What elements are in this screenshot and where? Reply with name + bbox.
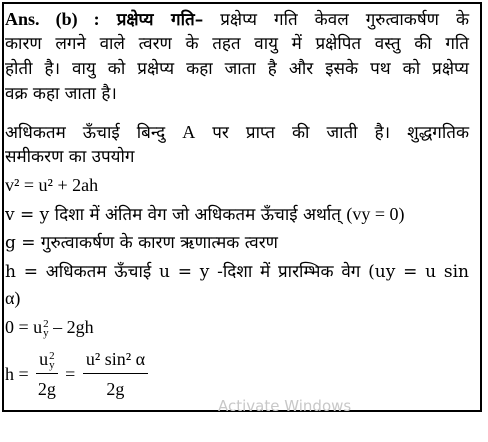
para1-line1: प्रक्षेप्य गति केवल गुरुत्वाकर्षण के <box>220 10 470 30</box>
para2-line2: समीकरण का उपयोग <box>5 147 135 167</box>
equation-g-definition: g = गुरुत्वाकर्षण के कारण ऋणात्मक त्वरण <box>5 233 278 253</box>
frac1-sub: y <box>49 358 55 371</box>
eq5-u: u <box>33 317 43 337</box>
para2-text-a: अधिकतम ऊँचाई बिन्दु <box>5 123 183 143</box>
para2-text-c: पर प्राप्त की जाती है। शुद्धगतिक <box>195 123 469 143</box>
frac1-u: u <box>39 349 49 369</box>
answer-heading: प्रक्षेप्य गति– <box>116 10 204 30</box>
activate-windows-watermark: Activate Windows <box>218 397 352 415</box>
equation-h-definition: h = अधिकतम ऊँचाई u = y -दिशा में प्रारम्भिक वेग (uy = u sin <box>5 262 469 282</box>
frac2-denominator: 2g <box>106 379 125 399</box>
point-a-label: A <box>182 122 196 142</box>
eq5-sup: 2 <box>43 317 49 330</box>
para1-line3: होती है। वायु को प्रक्षेप्य कहा जाता है और इसके पथ को प्रक्षेप्य <box>5 59 469 79</box>
equation-kinematic: v² = u² + 2ah <box>5 175 99 195</box>
para2-line1 <box>5 121 469 144</box>
eq6-equals: = <box>65 364 76 384</box>
v-definition-text: v = y दिशा में अंतिम वेग जो अधिकतम ऊँचाई अर्थात् <box>5 205 341 225</box>
frac1-denominator: 2g <box>37 379 56 399</box>
para1-line2: कारण लगने वाले त्वरण के तहत वायु में प्रक्षेपित वस्तु की गति <box>5 34 469 54</box>
para1-line4: वक्र कहा जाता है। <box>5 84 117 104</box>
answer-line-1 <box>5 8 469 31</box>
eq6-lhs: h = <box>5 364 29 384</box>
frac2-numerator: u² sin² α <box>83 346 148 374</box>
fraction-2 <box>83 346 148 402</box>
eq5-lhs: 0 = <box>5 317 29 337</box>
equation-v-definition <box>5 203 404 226</box>
fraction-1 <box>36 346 58 402</box>
equation-zero <box>5 316 94 338</box>
frac1-sup: 2 <box>49 349 55 362</box>
v-condition: (vy = 0) <box>346 204 405 224</box>
equation-h-final <box>5 346 151 402</box>
answer-prefix: Ans. (b) : <box>5 9 100 29</box>
eq5-rest: – 2gh <box>53 317 94 337</box>
eq5-sub: y <box>43 326 49 339</box>
equation-h-definition-cont: α) <box>5 288 21 308</box>
